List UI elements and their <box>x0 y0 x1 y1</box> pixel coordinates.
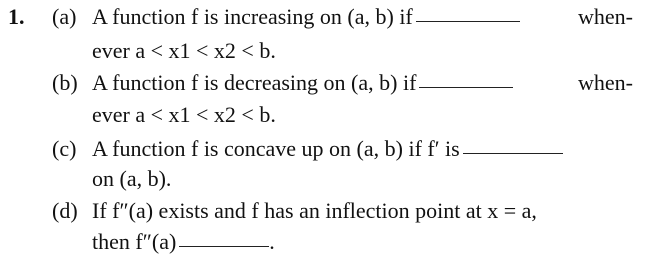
part-a-tail: when- <box>578 4 633 29</box>
part-c-line1 <box>92 136 563 162</box>
part-b-line1 <box>92 70 513 96</box>
part-a-line2: ever a < x1 < x2 < b. <box>92 38 276 63</box>
part-d-period: . <box>269 229 275 254</box>
part-b-line2: ever a < x1 < x2 < b. <box>92 102 276 127</box>
part-d-line1: If f″(a) exists and f has an inflection point at x = a, <box>92 198 537 223</box>
part-c-label: (c) <box>52 136 77 161</box>
part-d-blank[interactable] <box>179 246 269 247</box>
part-c-blank[interactable] <box>463 153 563 154</box>
problem-number: 1. <box>8 4 25 29</box>
part-d-line2-text: then f″(a) <box>92 229 177 254</box>
part-a-blank[interactable] <box>416 21 520 22</box>
part-d-line2 <box>92 229 275 255</box>
part-b-tail: when- <box>578 70 633 95</box>
part-a-label: (a) <box>52 4 77 29</box>
part-b-line1-text: A function f is decreasing on (a, b) if <box>92 70 417 95</box>
part-c-line1-text: A function f is concave up on (a, b) if f′ is <box>92 136 460 161</box>
part-b-blank[interactable] <box>419 87 513 88</box>
part-b-label: (b) <box>52 70 78 95</box>
part-c-line2: on (a, b). <box>92 166 172 191</box>
part-d-label: (d) <box>52 198 78 223</box>
part-a-line1-text: A function f is increasing on (a, b) if <box>92 4 413 29</box>
part-a-line1 <box>92 4 520 30</box>
